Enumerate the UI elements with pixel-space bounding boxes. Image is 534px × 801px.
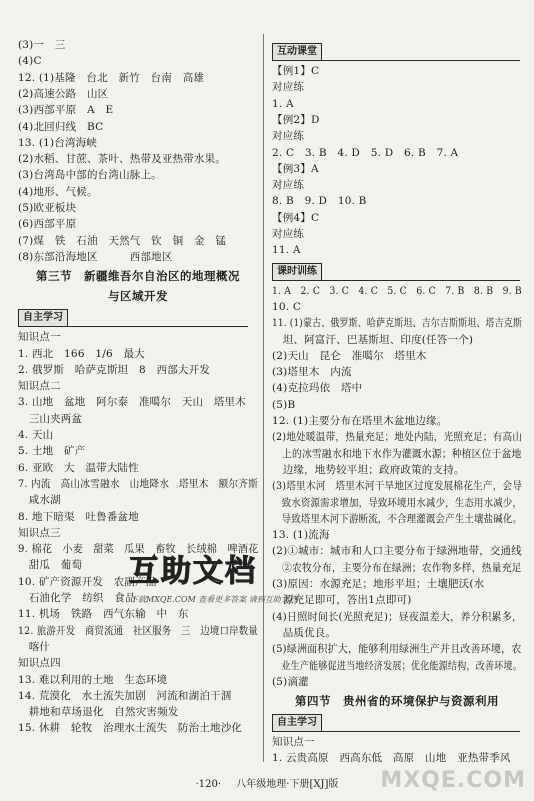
answer-line: 【例1】C: [272, 65, 320, 77]
section-tag: 课时训练: [272, 263, 322, 281]
answer-line: (4)日照时间长(光照充足)；昼夜温差大，养分积累多，: [272, 610, 523, 623]
answer-line: 【例2】D: [272, 113, 320, 126]
answer-line: 15. 休耕 轮牧 治理水土流失 防治土地沙化: [18, 722, 243, 735]
answer-line: 知识点三: [18, 526, 61, 539]
answer-line: (2)水稻、甘蔗、茶叶、热带及亚热带水果。: [18, 153, 227, 166]
answer-line: (3)塔里木 内流: [272, 366, 352, 379]
answer-line: (3)原因：水源充足；地形平坦；土壤肥沃(水: [272, 578, 485, 590]
section-tag: 自主学习: [18, 309, 68, 327]
section-rule: [272, 280, 520, 281]
answer-line: 石油化学 纺织 食品: [18, 592, 147, 604]
answer-line: 1. 云贵高原 西高东低 高原 山地 亚热带季风: [272, 752, 511, 765]
answer-line: 11. (1)蒙古、俄罗斯、哈萨克斯坦、吉尔吉斯斯坦、塔吉克斯: [272, 317, 523, 330]
answer-line: 甜瓜 葡萄: [18, 559, 83, 572]
answer-line: (4)北回归线 BC: [18, 120, 104, 133]
page-number: ·120·: [195, 779, 222, 790]
answer-line: 对应练: [272, 81, 305, 94]
section-heading: 第四节 贵州省的环境保护与资源利用: [295, 694, 499, 709]
answer-line: 14. 荒漠化 水土流失加剧 河流和湖泊干涸: [18, 689, 232, 702]
answer-line: 导致塔里木河下游断流，不合理灌溉会产生土壤盐碱化。: [272, 512, 523, 525]
section-heading: 第三节 新疆维吾尔自治区的地理概况: [36, 269, 240, 284]
answer-line: (7)煤 铁 石油 天然气 钦 铜 金 锰: [18, 234, 227, 247]
answer-line: 喀什: [18, 640, 51, 653]
book-edition: 八年级地理·下册[XJ]版: [236, 779, 339, 790]
answer-line: 11. A: [272, 244, 301, 257]
answer-line: 11. 机场 铁路 西气东输 中 东: [18, 608, 189, 621]
answer-line: 3. 山地 盆地 阿尔泰 准噶尔 天山 塔里木: [18, 396, 246, 409]
answer-line: (8)东部沿海地区 西部地区: [18, 250, 173, 263]
answer-line: (2)高速公路 山区: [18, 87, 109, 100]
answer-line: 10. 矿产资源开发 农副产品: [18, 575, 157, 588]
answer-line: (4)C: [18, 55, 42, 68]
answer-line: (3)台湾岛中部的台湾山脉上。: [18, 169, 162, 182]
answer-line: 知识点四: [18, 657, 61, 670]
answer-line: (5)滴灌: [272, 675, 309, 688]
answer-line: 9. 棉花 小麦 甜菜 瓜果 畜牧 长绒棉 啤酒花: [18, 543, 259, 556]
answer-line: 三山夹两盆: [18, 412, 83, 425]
answer-line: (4)地形、气候。: [18, 185, 98, 198]
answer-line: (4)克拉玛依 塔中: [272, 382, 363, 395]
answer-line: 对应练: [272, 228, 305, 240]
answer-line: 8. 地下暗渠 吐鲁番盆地: [18, 510, 139, 523]
answer-line: 源充足即可，答出1点即可): [272, 594, 412, 607]
answer-line: 【例4】C: [272, 211, 320, 224]
answer-line: (2)①城市：城市和人口主要分布于绿洲地带，交通线: [272, 545, 522, 558]
answer-line: 咸水湖: [18, 494, 61, 507]
section-tag: 自主学习: [272, 714, 322, 732]
answer-line: (2)地处暖温带，热量充足；地处内陆，光照充足；有高山: [272, 431, 523, 444]
answer-line: (3)塔里木河 塔里木河干旱地区过度发展棉花生产，会导: [272, 480, 523, 493]
answer-line: 知识点一: [18, 331, 61, 344]
answer-line: 13. (1)台湾海峡: [18, 136, 98, 149]
section-rule: [18, 326, 248, 327]
answer-line: 知识点二: [18, 380, 61, 393]
answer-line: 7. 内流 高山冰雪融水 山地降水 塔里木 额尔齐斯: [18, 477, 259, 490]
watermark-logo: 互助文档: [129, 554, 257, 589]
answer-line: 10. C: [272, 300, 302, 313]
column-divider: [263, 34, 264, 762]
answer-line: 品质优良。: [272, 626, 337, 639]
answer-line: 4. 天山: [18, 429, 54, 441]
answer-line: 1. 西北 166 1/6 最大: [18, 347, 145, 360]
answer-line: (5)欧亚板块: [18, 202, 77, 214]
answer-line: 12. (1)主要分布在塔里木盆地边缘。: [272, 415, 448, 427]
answer-line: 业生产能够促进当地经济发展；优化能源结构，改善环境。: [272, 659, 522, 672]
answer-line: 坦、阿富汗、巴基斯坦、印度(任答一个): [272, 333, 474, 346]
answer-line: ②农牧分布，主要分布在绿洲；农作物多样，热量充足: [272, 561, 522, 574]
answer-line: (6)西部平原: [18, 218, 77, 231]
answer-line: 上的冰雪融水和地下水作为灌溉水源；种植区位于盆地: [272, 447, 522, 460]
answer-line: (2)天山 昆仑 准噶尔 塔里木: [272, 349, 427, 362]
answer-line: 12. 旅游开发 商贸流通 社区服务 三 边境口岸数量: [18, 624, 258, 637]
section-rule: [272, 60, 520, 61]
answer-line: 对应练: [272, 130, 305, 143]
answer-line: 6. 亚欧 大 温带大陆性: [18, 461, 139, 474]
answer-line: 【例3】A: [272, 162, 319, 175]
watermark-subtitle: 下载MXQE.COM 查看更多答案 请到互助文档: [130, 595, 297, 604]
section-tag: 互动课堂: [272, 43, 322, 61]
answer-line: 5. 土地 矿产: [18, 445, 86, 458]
answer-line: 对应练: [272, 179, 305, 192]
answer-line: 1. A 2. C 3. C 4. C 5. C 6. C 7. B 8. B 9. B: [272, 284, 522, 297]
section-heading: 与区域开发: [108, 289, 168, 304]
answer-line: (3)西部平原 A E: [18, 104, 114, 117]
answer-line: 2. C 3. B 4. D 5. D 6. B 7. A: [272, 146, 459, 159]
answer-line: 2. 俄罗斯 哈萨克斯坦 8 西部大开发: [18, 363, 211, 376]
answer-line: 12. (1)基隆 台北 新竹 台南 高雄: [18, 71, 205, 84]
answer-line: (3)一 三: [18, 39, 66, 51]
answer-line: 1. A: [272, 97, 294, 110]
answer-line: 13. 难以利用的土地 生态环境: [18, 673, 168, 686]
answer-line: (5)绿洲面积扩大，能够利用绿洲生产并且改善环境，农: [272, 643, 522, 656]
answer-line: 知识点一: [272, 736, 315, 749]
answer-line: 耕地和草场退化 自然灾害频发: [18, 706, 179, 719]
site-watermark: MXQE.COM: [380, 768, 526, 793]
answer-line: 致水资源需求增加，导致环境用水减少，生态用水减少，: [272, 496, 523, 509]
answer-line: (5)B: [272, 398, 296, 411]
section-rule: [272, 731, 520, 732]
answer-line: 13. (1)流海: [272, 529, 330, 542]
answer-line: 边缘，地势较平坦；政府政策的支持。: [272, 463, 465, 476]
answer-line: 8. B 9. D 10. B: [272, 195, 367, 208]
